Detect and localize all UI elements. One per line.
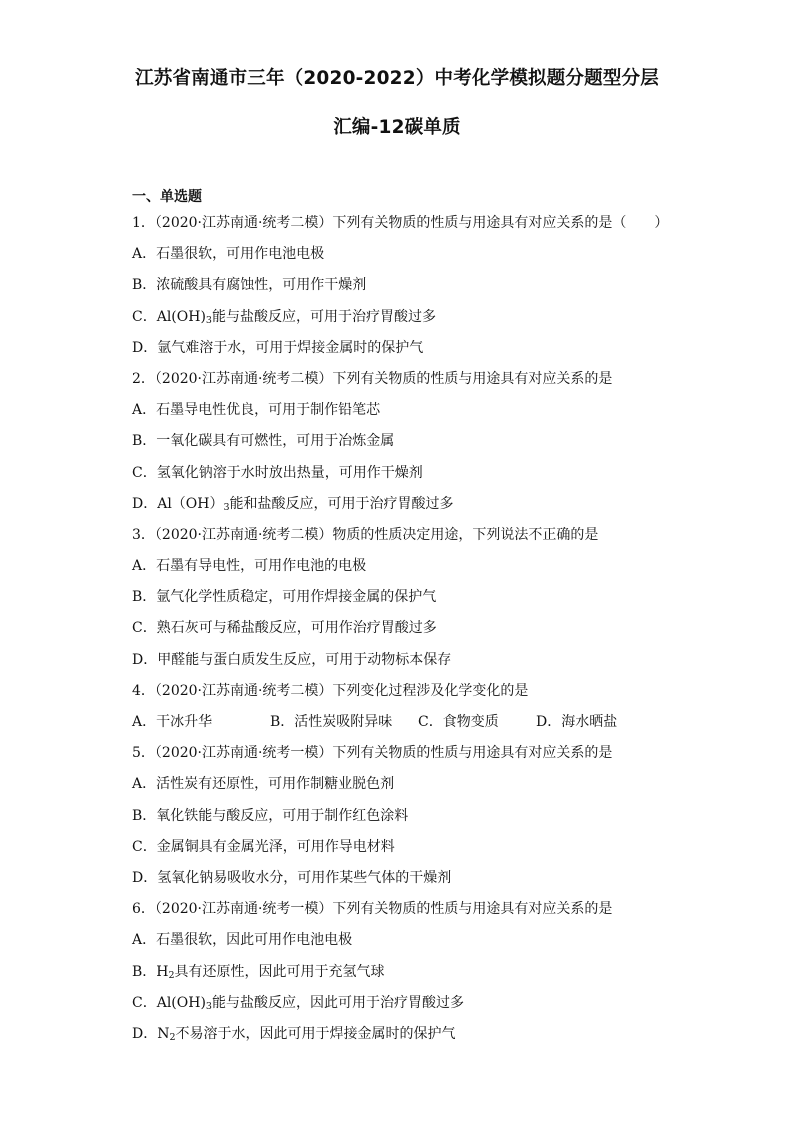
text-line: B．一氧化碳具有可燃性，可用于冶炼金属: [132, 433, 395, 450]
text-line: [132, 493, 692, 524]
text-line: A．石墨导电性优良，可用于制作铅笔芯: [132, 402, 381, 419]
option-row: [132, 711, 692, 742]
text-line: [132, 306, 692, 337]
text-part: B．H: [132, 963, 169, 980]
text-line: C．金属铜具有金属光泽，可用作导电材料: [132, 838, 395, 855]
subscript: 3: [205, 314, 212, 326]
text-line: [132, 992, 692, 1023]
text-part: C．Al(OH): [132, 994, 206, 1011]
text-line: 6．（2020·江苏南通·统考一模）下列有关物质的性质与用途具有对应关系的是: [132, 901, 613, 918]
subscript: 3: [205, 1000, 212, 1012]
question-list: [132, 212, 692, 1054]
option-text: A．干冰升华: [132, 714, 213, 730]
text-part: 不易溶于水，因此可用于焊接金属时的保护气: [175, 1025, 456, 1042]
text-line: A．石墨很软，可用作电池电极: [132, 246, 325, 263]
text-line: B．浓硫酸具有腐蚀性，可用作干燥剂: [132, 277, 367, 294]
option-text: B．活性炭吸附异味: [270, 714, 393, 730]
document-title-line-2: 汇编-12碳单质: [333, 117, 461, 138]
section-heading: 一、单选题: [132, 189, 202, 205]
text-line: [132, 961, 692, 992]
text-line: B．氧化铁能与酸反应，可用于制作红色涂料: [132, 807, 409, 824]
text-line: A．石墨有导电性，可用作电池的电极: [132, 558, 367, 575]
text-part: 能和盐酸反应，可用于治疗胃酸过多: [229, 495, 454, 512]
text-line: 3．（2020·江苏南通·统考二模）物质的性质决定用途，下列说法不正确的是: [132, 526, 599, 543]
text-line: D．氢氧化钠易吸收水分，可用作某些气体的干燥剂: [132, 869, 452, 886]
text-line: D．甲醛能与蛋白质发生反应，可用于动物标本保存: [132, 651, 452, 668]
text-line: C．熟石灰可与稀盐酸反应，可用作治疗胃酸过多: [132, 620, 437, 637]
text-line: A．石墨很软，因此可用作电池电极: [132, 932, 353, 949]
text-part: D．N: [132, 1025, 170, 1042]
text-line: D．氩气难溶于水，可用于焊接金属时的保护气: [132, 339, 424, 356]
text-line: [132, 1023, 692, 1054]
text-line: 1．（2020·江苏南通·统考二模）下列有关物质的性质与用途具有对应关系的是（ ）: [132, 215, 669, 231]
subscript: 2: [168, 969, 175, 981]
subscript: 2: [169, 1031, 176, 1043]
document-title-line-1: 江苏省南通市三年（2020-2022）中考化学模拟题分题型分层: [135, 68, 659, 89]
option-text: D．海水晒盐: [536, 714, 618, 730]
subscript: 3: [223, 501, 230, 513]
text-line: A．活性炭有还原性，可用作制糖业脱色剂: [132, 776, 395, 793]
text-part: C．Al(OH): [132, 308, 206, 325]
text-part: 能与盐酸反应，可用于治疗胃酸过多: [211, 308, 436, 325]
text-line: 5．（2020·江苏南通·统考一模）下列有关物质的性质与用途具有对应关系的是: [132, 745, 613, 762]
text-part: D．Al（OH）: [132, 495, 224, 512]
text-line: 2．（2020·江苏南通·统考二模）下列有关物质的性质与用途具有对应关系的是: [132, 370, 613, 387]
text-part: 具有还原性，因此可用于充氢气球: [174, 963, 385, 980]
text-part: 能与盐酸反应，因此可用于治疗胃酸过多: [211, 994, 464, 1011]
text-line: B．氩气化学性质稳定，可用作焊接金属的保护气: [132, 589, 437, 606]
text-line: 4．（2020·江苏南通·统考二模）下列变化过程涉及化学变化的是: [132, 682, 529, 699]
text-line: C．氢氧化钠溶于水时放出热量，可用作干燥剂: [132, 464, 423, 481]
option-text: C．食物变质: [418, 714, 499, 730]
